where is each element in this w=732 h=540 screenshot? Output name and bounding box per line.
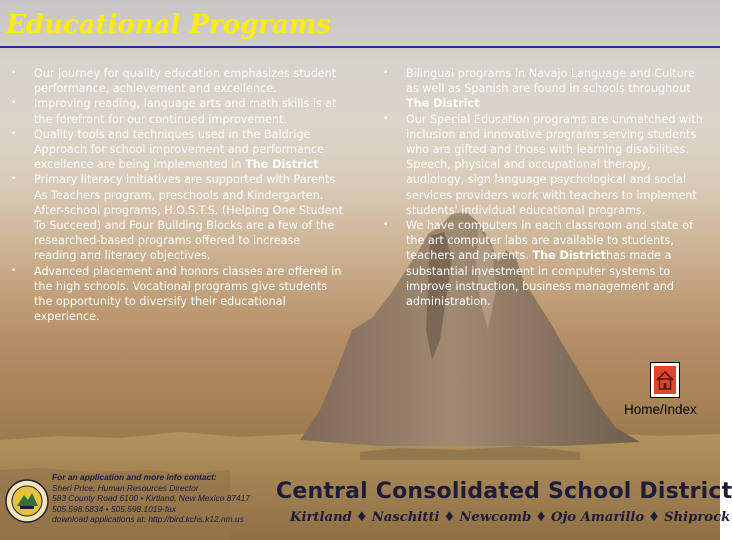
title-divider [0, 46, 720, 48]
right-column [382, 66, 706, 309]
towns-line [290, 510, 730, 525]
district-emphasis: The District [532, 249, 606, 263]
contact-info [52, 472, 282, 525]
list-item [382, 66, 706, 112]
left-column [10, 66, 346, 324]
separator-diamond-icon: ♦ [443, 510, 456, 525]
district-seal-icon [4, 478, 50, 524]
house-glyph-icon [654, 366, 676, 394]
list-item [10, 66, 346, 96]
list-item-text-continued: has made a substantial investment in computer systems to improve instruction, business management and administration. [406, 249, 675, 309]
left-bullet-list [10, 66, 346, 324]
contact-phone: 505.598.5834 • 505.598.1019-fax [52, 503, 177, 514]
list-item-text: Our journey for quality education emphasizes student performance, achievement and excellence. [34, 67, 337, 96]
contact-heading: For an application and more info contact: [52, 472, 217, 482]
town-name: Ojo Amarillo [551, 510, 645, 525]
list-item [382, 112, 706, 218]
home-index-link[interactable] [624, 362, 720, 420]
home-icon[interactable] [650, 362, 680, 398]
list-item-text: Primary literacy initiatives are supported with Parents As Teachers program, preschools and Kindergarten. After-school programs, H.O.S.T.S. (Helping One Student To Succeed) and Four Building Blocks are a few of the researched-based programs offered to increase reading and literacy objectives. [34, 173, 344, 263]
list-item [382, 218, 706, 309]
separator-diamond-icon: ♦ [648, 510, 660, 525]
list-item-text: Quality tools and techniques used in the Baldrige Approach for school improvement and performance excellence are being implemented in [34, 127, 324, 172]
list-item-text: Advanced placement and honors classes are offered in the high schools. Vocational programs give students the opportunity to diversify their educational experience. [34, 264, 342, 324]
list-item-text: Improving reading, language arts and math skills is at the forefront for our continued improvement. [34, 97, 337, 126]
town-name: Shiprock [664, 510, 731, 525]
right-bullet-list [382, 66, 706, 309]
town-name: Naschitti [371, 510, 440, 525]
list-item-text: Bilingual programs in Navajo Language and Culture as well as Spanish are found in schools throughout [406, 67, 696, 96]
separator-diamond-icon: ♦ [355, 510, 368, 525]
district-emphasis: The District [245, 158, 319, 172]
list-item-text: Our Special Education programs are unmatched with inclusion and innovative programs serving students who are gifted and those with learning disabilities. Speech, physical and occupational therapy, audiology, sign language psychological and social services providers work with teachers to implement students' individual educational programs. [406, 112, 703, 217]
contact-name: Sheri Price, Human Resources Director [52, 482, 199, 493]
district-emphasis: The District [406, 97, 480, 111]
list-item [10, 172, 346, 263]
separator-diamond-icon: ♦ [535, 510, 548, 525]
list-item [10, 127, 346, 173]
town-name: Newcomb [459, 510, 532, 525]
page-title: Educational Programs [6, 10, 331, 40]
list-item-text: We have computers in each classroom and state of the art computer labs are available to students, teachers and parents. [406, 219, 694, 263]
contact-download-link[interactable]: download applications at: http://bird.kchs.k12.nm.us [52, 514, 244, 525]
contact-address: 583 County Road 6100 • Kirtland, New Mexico 87417 [52, 493, 251, 504]
home-index-label[interactable]: Home/Index [624, 402, 697, 417]
list-item [10, 96, 346, 126]
town-name: Kirtland [290, 510, 352, 525]
list-item [10, 264, 346, 325]
district-name: Central Consolidated School District [276, 479, 732, 504]
home-icon-fill [654, 366, 676, 394]
